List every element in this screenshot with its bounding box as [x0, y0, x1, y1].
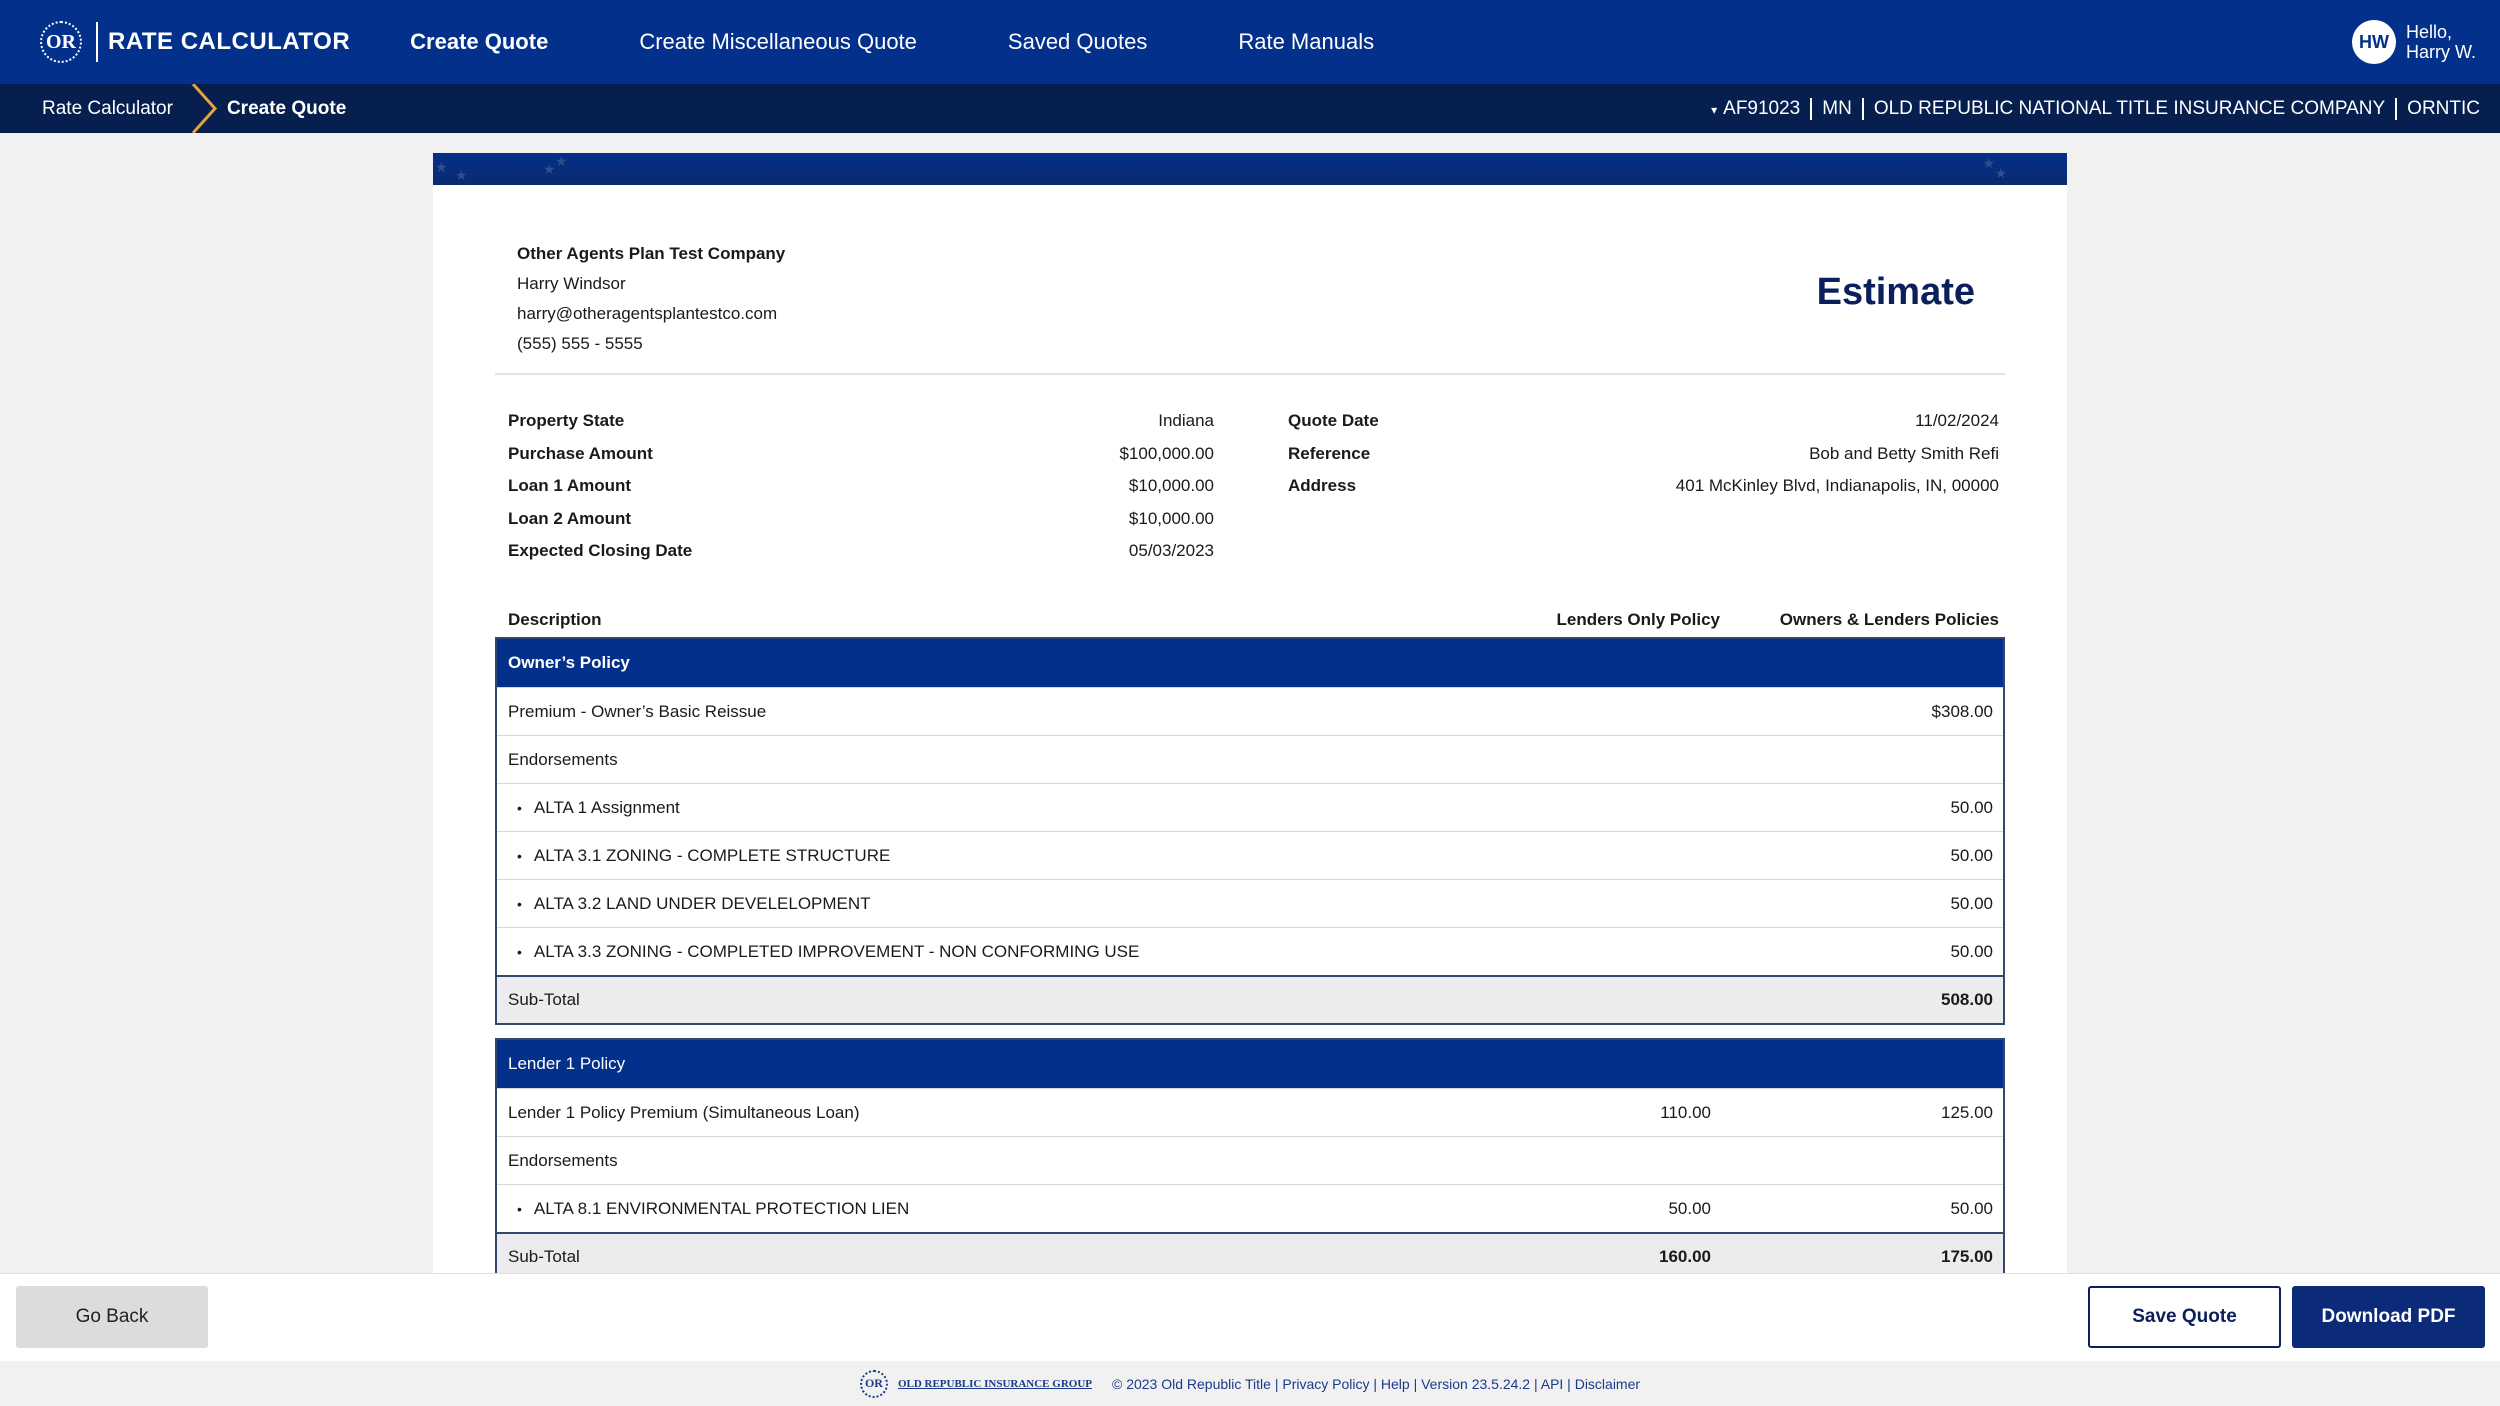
- breadcrumb: [0, 84, 2500, 133]
- star-icon: ★: [1982, 155, 1995, 171]
- breadcrumb-root[interactable]: Rate Calculator: [42, 97, 173, 119]
- chevron-right-icon: [189, 84, 219, 133]
- document-header-band: [433, 153, 2067, 185]
- greeting-line-2: Harry W.: [2406, 42, 2476, 62]
- document-title: Estimate: [1816, 271, 1975, 313]
- company-block: [517, 239, 785, 359]
- bullet-icon: •: [517, 895, 522, 912]
- table-row: • ALTA 8.1 ENVIRONMENTAL PROTECTION LIEN 50.00 50.00: [497, 1184, 2003, 1232]
- star-icon: ★: [455, 167, 468, 183]
- footer: [0, 1361, 2500, 1406]
- table-row: • ALTA 1 Assignment 50.00: [497, 783, 2003, 831]
- save-quote-button[interactable]: Save Quote: [2088, 1286, 2281, 1348]
- quote-info: [1288, 405, 1999, 503]
- avatar[interactable]: HW: [2352, 20, 2396, 64]
- nav-saved-quotes[interactable]: Saved Quotes: [1007, 29, 1148, 54]
- info-row: Property State Indiana: [508, 411, 1214, 431]
- table-row: • ALTA 3.2 LAND UNDER DEVELELOPMENT 50.00: [497, 879, 2003, 927]
- table-row: Endorsements: [497, 735, 2003, 783]
- bullet-icon: •: [517, 799, 522, 816]
- table-row: Premium - Owner’s Basic Reissue $308.00: [497, 687, 2003, 735]
- info-row: Purchase Amount $100,000.00: [508, 443, 1214, 463]
- agent-state: MN: [1810, 98, 1862, 120]
- bullet-icon: •: [517, 943, 522, 960]
- bullet-icon: •: [517, 847, 522, 864]
- contact-email: harry@otheragentsplantestco.com: [517, 304, 778, 323]
- agent-id[interactable]: ▾ AF91023: [1711, 97, 1801, 119]
- info-row: Loan 2 Amount $10,000.00: [508, 508, 1214, 528]
- divider: [495, 373, 2005, 375]
- agent-code: ORNTIC: [2395, 98, 2490, 120]
- section-header: Lender 1 Policy: [497, 1040, 2003, 1088]
- nav-create-misc-quote[interactable]: Create Miscellaneous Quote: [639, 29, 917, 54]
- property-info: [508, 405, 1214, 568]
- star-icon: ★: [435, 159, 448, 175]
- footer-logo: [860, 1370, 1092, 1398]
- star-icon: ★: [543, 161, 556, 177]
- lender1-policy-table: [495, 1038, 2005, 1273]
- info-row: Loan 1 Amount $10,000.00: [508, 476, 1214, 496]
- estimate-document: [433, 153, 2067, 1273]
- info-row: Reference Bob and Betty Smith Refi: [1288, 443, 1999, 463]
- top-navigation: [0, 0, 2500, 84]
- agent-selector[interactable]: [1701, 84, 2490, 133]
- contact-name: Harry Windsor: [517, 274, 626, 293]
- table-column-headers: [508, 610, 1999, 640]
- main-nav: [410, 29, 1465, 55]
- table-row: • ALTA 3.3 ZONING - COMPLETED IMPROVEMENT - NON CONFORMING USE 50.00: [497, 927, 2003, 975]
- table-row: • ALTA 3.1 ZONING - COMPLETE STRUCTURE 50.00: [497, 831, 2003, 879]
- info-row: Expected Closing Date 05/03/2023: [508, 541, 1214, 561]
- app-title: RATE CALCULATOR: [108, 28, 351, 55]
- column-owners-lenders: Owners & Lenders Policies: [1779, 610, 1999, 629]
- logo-divider: [96, 22, 98, 62]
- agent-company: OLD REPUBLIC NATIONAL TITLE INSURANCE COMPANY: [1862, 98, 2395, 120]
- user-greeting: [2406, 22, 2476, 62]
- table-row: Endorsements: [497, 1136, 2003, 1184]
- action-bar: [0, 1273, 2500, 1361]
- column-description: Description: [508, 610, 602, 629]
- owners-policy-table: [495, 637, 2005, 1025]
- info-row: Address 401 McKinley Blvd, Indianapolis, IN, 00000: [1288, 476, 1999, 496]
- go-back-button[interactable]: Go Back: [16, 1286, 208, 1348]
- nav-rate-manuals[interactable]: Rate Manuals: [1238, 29, 1375, 54]
- column-lenders-only: Lenders Only Policy: [1556, 610, 1720, 629]
- nav-create-quote[interactable]: Create Quote: [410, 29, 549, 54]
- old-republic-emblem-icon: OR: [860, 1370, 888, 1398]
- table-row: Lender 1 Policy Premium (Simultaneous Loan) 110.00 125.00: [497, 1088, 2003, 1136]
- company-name: Other Agents Plan Test Company: [517, 244, 786, 263]
- footer-links[interactable]: © 2023 Old Republic Title | Privacy Policy | Help | Version 23.5.24.2 | API | Disclaimer: [1111, 1375, 1641, 1392]
- greeting-line-1: Hello,: [2406, 22, 2453, 42]
- user-menu[interactable]: [2352, 20, 2476, 64]
- info-row: Quote Date 11/02/2024: [1288, 411, 1999, 431]
- contact-phone: (555) 555 - 5555: [517, 334, 643, 353]
- subtotal-row: Sub-Total 160.00 175.00: [497, 1232, 2003, 1273]
- breadcrumb-current: Create Quote: [226, 97, 347, 119]
- download-pdf-button[interactable]: Download PDF: [2292, 1286, 2485, 1348]
- old-republic-emblem-icon: OR: [40, 21, 82, 63]
- app-logo[interactable]: [40, 0, 350, 84]
- footer-brand: OLD REPUBLIC INSURANCE GROUP: [897, 1377, 1092, 1390]
- caret-down-icon: ▾: [1711, 102, 1718, 117]
- bullet-icon: •: [517, 1200, 522, 1217]
- section-header: Owner’s Policy: [497, 639, 2003, 687]
- star-icon: ★: [1994, 165, 2007, 181]
- subtotal-row: Sub-Total 508.00: [497, 975, 2003, 1023]
- star-icon: ★: [555, 153, 568, 169]
